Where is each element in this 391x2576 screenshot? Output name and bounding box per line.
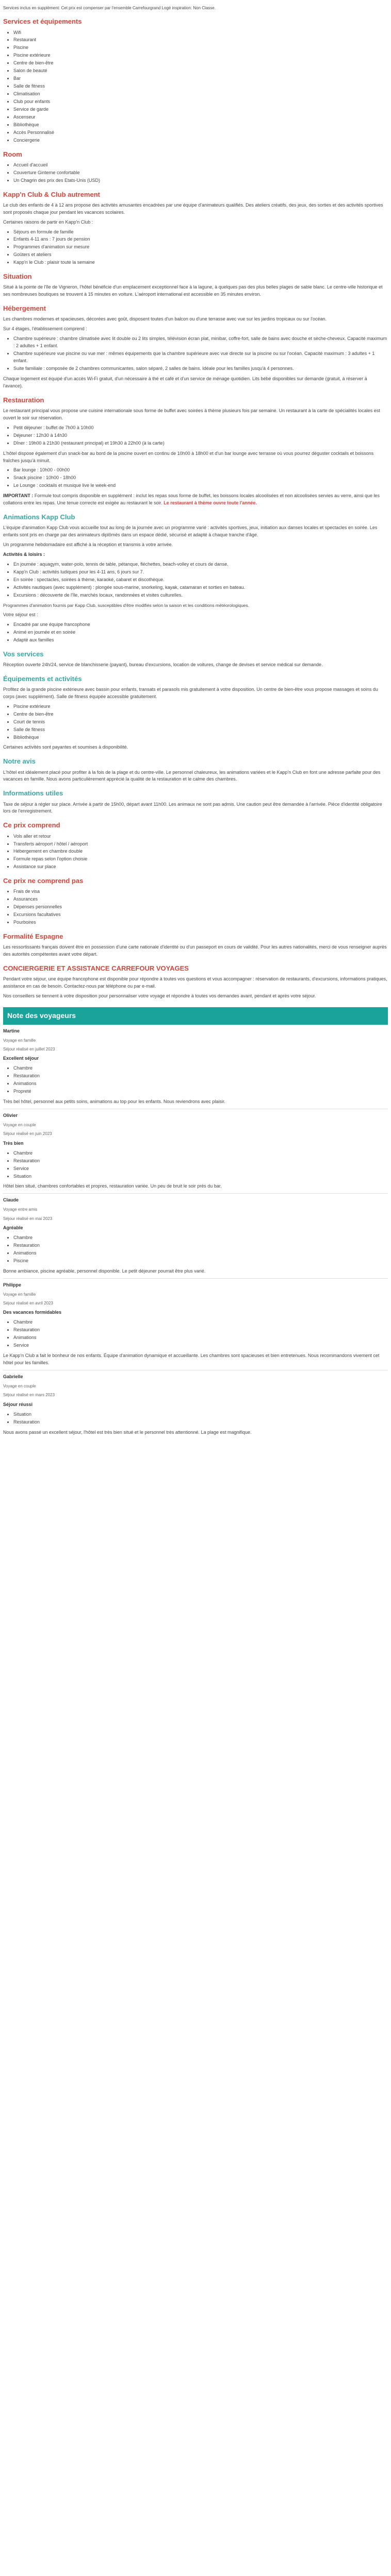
review-text: Bonne ambiance, piscine agréable, personnel disponible. Le petit déjeuner pourrait être plus varié. [3, 1268, 206, 1274]
notre-avis-title: Notre avis [3, 757, 36, 766]
bars-list [3, 467, 388, 489]
list-item: • Petit déjeuner : buffet de 7h00 à 10h00 [13, 425, 388, 432]
review-criteria [3, 1065, 388, 1095]
list-item: • Goûters et ateliers [13, 251, 388, 259]
room-title: Room [3, 150, 22, 158]
list-item: • Restauration [13, 1419, 388, 1426]
list-item: • Salle de fitness [13, 726, 388, 734]
review-date: Séjour réalisé en juin 2023 [3, 1131, 52, 1137]
informations-text: Taxe de séjour à régler sur place. Arrivée à partir de 15h00, départ avant 11h00. Les animaux ne sont pas admis. Une caution peut être demandée à l'arrivée. Pièce d'identité obligatoire lors de l'enregistrement. [3, 801, 382, 814]
list-item: • Bibliothèque [13, 122, 388, 129]
list-item: • Déjeuner : 12h30 à 14h30 [13, 432, 388, 439]
list-item: • Animations [13, 1250, 388, 1257]
review-item [3, 1197, 388, 1278]
list-item: • Excursions facultatives [13, 911, 388, 919]
divider [3, 1193, 388, 1194]
list-item: • Excursions : découverte de l'île, marchés locaux, randonnées et visites culturelles. [13, 592, 388, 599]
review-meta: Voyage en famille [3, 1292, 36, 1297]
list-item: • Accès Personnalisé [13, 129, 388, 137]
review-title: Très bien [3, 1140, 24, 1146]
list-item: • Court de tennis [13, 719, 388, 726]
important-text: Formule tout compris disponible en supplément : inclut les repas sous forme de buffet, les boissons locales alcoolisées et non alcoolisées servies au verre, ainsi que les collations entre les repas. Une tenue correcte est exigée au restaurant le soir. [3, 493, 380, 506]
review-text: Le Kapp'n Club a fait le bonheur de nos enfants. Équipe d'animation dynamique et accueillante. Les chambres sont spacieuses et bien entretenues. Nous recommandons vivement cet hôtel pour les familles. [3, 1353, 380, 1366]
list-item: • Situation [13, 1173, 388, 1180]
divider [3, 1278, 388, 1279]
reviews-list [3, 1028, 388, 1436]
list-item: • Salle de fitness [13, 83, 388, 90]
compris-title: Ce prix comprend [3, 821, 60, 829]
review-meta: Voyage en famille [3, 1038, 36, 1043]
list-item: • Service [13, 1342, 388, 1349]
restauration-title: Restauration [3, 396, 44, 404]
kidsclub-title: Kapp'n Club & Club autrement [3, 190, 100, 198]
review-name: Gabrielle [3, 1374, 23, 1380]
list-item: • Piscine [13, 1258, 388, 1265]
list-item: • Piscine [13, 44, 388, 52]
restauration-text: Le restaurant principal vous propose une cuisine internationale sous forme de buffet avec soirées à thème plusieurs fois par semaine. Un restaurant à la carte de spécialités locales est ouvert le soir sur réservation. [3, 408, 380, 420]
list-item: • Chambre [13, 1150, 388, 1157]
list-item: • Animations [13, 1080, 388, 1088]
conciergerie-title: CONCIERGERIE ET ASSISTANCE CARREFOUR VOYAGES [3, 964, 189, 973]
list-item: • Couverture Ginterne confortable [13, 170, 388, 177]
equipements-text: Profitez de la grande piscine extérieure avec bassin pour enfants, transats et parasols mis gratuitement à votre disposition. Un centre de bien-être vous propose massages et soins du corps (avec supplément). Salle de fitness équipée accessible gratuitement. [3, 686, 378, 699]
non-compris-list [3, 888, 388, 926]
reviews-banner: Note des voyageurs [3, 1007, 388, 1025]
animations-title: Animations Kapp Club [3, 513, 75, 521]
list-item: • Propreté [13, 1088, 388, 1095]
list-item: • Bar lounge : 10h00 - 00h00 [13, 467, 388, 474]
review-text: Très bel hôtel, personnel aux petits soins, animations au top pour les enfants. Nous reviendrons avec plaisir. [3, 1099, 225, 1105]
list-item: • Kapp'n Club : activités ludiques pour les 4-11 ans, 6 jours sur 7. [13, 569, 388, 576]
list-item: • Club pour enfants [13, 98, 388, 106]
list-item: • Activités nautiques (avec supplément) : plongée sous-marine, snorkeling, kayak, catamaran et sorties en bateau. [13, 584, 388, 591]
list-item: • Situation [13, 1411, 388, 1418]
list-item: • Service [13, 1165, 388, 1173]
list-item: • Séjours en formule de famille [13, 229, 388, 236]
list-item: • Chambre [13, 1065, 388, 1072]
services-title: Services et équipements [3, 18, 82, 26]
hebergement-title: Hébergement [3, 304, 46, 313]
notre-avis-text: L'hôtel est idéalement placé pour profiter à la fois de la plage et du centre-ville. Le personnel chaleureux, les animations variées et le Kapp'n Club en font une adresse parfaite pour des vacances en famille. Nous avons particulièrement apprécié la qualité de la restauration et le calme des chambres. [3, 769, 381, 782]
review-item [3, 1112, 388, 1194]
kidsclub-text: Le club des enfants de 4 à 12 ans propose des activités amusantes encadrées par une équipe d'animateurs qualifiés. Des ateliers créatifs, des jeux, des sorties et des activités sportives sont proposés chaque jour pendant les vacances scolaires. [3, 202, 383, 215]
list-item: • Chambre [13, 1319, 388, 1326]
review-date: Séjour réalisé en mai 2023 [3, 1216, 53, 1221]
hebergement-text: Les chambres modernes et spacieuses, décorées avec goût, disposent toutes d'un balcon ou d'une terrasse avec vue sur les jardins tropicaux ou sur l'océan. [3, 316, 327, 322]
kidsclub-list [3, 229, 388, 267]
animations-sub: Activités & loisirs : [3, 552, 45, 557]
list-item: • Restauration [13, 1158, 388, 1165]
list-item: • Chambre supérieure : chambre climatisée avec lit double ou 2 lits simples, télévision écran plat, minibar, coffre-fort, salle de bains avec douche et sèche-cheveux. Capacité maximum : 2 adultes + 1 enfant. [13, 335, 388, 350]
situation-text: Situé à la pointe de l'île de Vigneron, l'hôtel bénéficie d'un emplacement exceptionnel face à la lagune, à quelques pas des plus belles plages de sable blanc. Le centre-ville historique et ses nombreuses boutiques se trouvent à 15 minutes en voiture. L'aéroport international est accessible en 35 minutes environ. [3, 284, 383, 297]
list-item: • Ascenseur [13, 114, 388, 121]
conciergerie-text-2: Nos conseillers se tiennent à votre disposition pour personnaliser votre voyage et répondre à toutes vos demandes avant, pendant et après votre séjour. [3, 993, 316, 999]
review-title: Des vacances formidables [3, 1310, 62, 1315]
list-item: • Dîner : 19h00 à 21h30 (restaurant principal) et 19h30 à 22h00 (à la carte) [13, 440, 388, 447]
animations-sub-2: Votre séjour est : [3, 612, 38, 617]
vos-services-text: Réception ouverte 24h/24, service de blanchisserie (payant), bureau d'excursions, location de voitures, change de devises et service médical sur demande. [3, 662, 323, 667]
review-criteria [3, 1411, 388, 1426]
equipements-title: Équipements et activités [3, 674, 82, 683]
list-item: • Encadré par une équipe francophone [13, 621, 388, 629]
list-item: • Centre de bien-être [13, 60, 388, 67]
equipements-list [3, 703, 388, 741]
review-date: Séjour réalisé en avril 2023 [3, 1301, 53, 1306]
list-item: • Transferts aéroport / hôtel / aéroport [13, 841, 388, 848]
list-item: • Assurances [13, 896, 388, 903]
situation-title: Situation [3, 273, 32, 281]
list-item: • Restauration [13, 1073, 388, 1080]
review-meta: Voyage en couple [3, 1123, 36, 1128]
animations-text-1: L'équipe d'animation Kapp Club vous accueille tout au long de la journée avec un programme varié : activités sportives, jeux, initiation aux danses locales et spectacles en soirée. Les enfants sont pris en charge par des animateurs diplômés dans un espace dédié, sécurisé et adapté à chaque tranche d'âge. [3, 525, 378, 538]
restauration-list [3, 425, 388, 447]
review-criteria [3, 1319, 388, 1349]
list-item: • Chambre [13, 1234, 388, 1242]
list-item: • Restauration [13, 1327, 388, 1334]
list-item: • Restauration [13, 1242, 388, 1249]
list-item: • Formule repas selon l'option choisie [13, 856, 388, 863]
equipements-note: Certaines activités sont payantes et soumises à disponibilité. [3, 744, 128, 750]
list-item: • Snack piscine : 10h00 - 18h00 [13, 474, 388, 482]
review-criteria [3, 1150, 388, 1180]
list-item: • Pourboires [13, 919, 388, 926]
hebergement-note: Chaque logement est équipé d'un accès Wi-Fi gratuit, d'un nécessaire à thé et café et d'un service de ménage quotidien. Lits bébé disponibles sur demande (gratuit, à réserver à l'avance). [3, 376, 367, 388]
review-date: Séjour réalisé en mars 2023 [3, 1393, 55, 1398]
vos-services-title: Vos services [3, 650, 44, 658]
services-list [3, 29, 388, 144]
conciergerie-text: Pendant votre séjour, une équipe francophone est disponible pour répondre à toutes vos questions et vous accompagner : réservation de restaurants, d'excursions, informations pratiques, assistance en cas de besoin. Contactez-nous par téléphone ou par e-mail. [3, 976, 387, 989]
compris-list [3, 833, 388, 871]
list-item: • Vols aller et retour [13, 833, 388, 840]
formalites-text: Les ressortissants français doivent être en possession d'une carte nationale d'identité ou d'un passeport en cours de validité. Pour les autres nationalités, merci de vous renseigner auprès des autorités compétentes avant votre départ. [3, 944, 387, 957]
list-item: • Adapté aux familles [13, 637, 388, 644]
review-title: Excellent séjour [3, 1056, 39, 1061]
hebergement-sub: Sur 4 étages, l'établissement comprend : [3, 326, 87, 332]
review-name: Olivier [3, 1113, 18, 1118]
list-item: • Un Chagrin des prix des Etats-Unis (USD) [13, 177, 388, 184]
important-label: IMPORTANT : [3, 493, 34, 499]
formalites-title: Formalité Espagne [3, 933, 63, 941]
list-item: • Dépenses personnelles [13, 904, 388, 911]
review-name: Philippe [3, 1282, 22, 1287]
review-name: Martine [3, 1028, 20, 1033]
list-item: • Enfants 4-11 ans : 7 jours de pension [13, 236, 388, 243]
animations-note: Programmes d'animation fournis par Kapp Club, susceptibles d'être modifiés selon la saison et les conditions météorologiques. [3, 602, 250, 608]
review-title: Agréable [3, 1225, 23, 1231]
review-date: Séjour réalisé en juillet 2023 [3, 1047, 55, 1052]
review-item [3, 1282, 388, 1370]
list-item: • En soirée : spectacles, soirées à thème, karaoké, cabaret et discothèque. [13, 577, 388, 584]
room-list [3, 162, 388, 184]
review-text: Nous avons passé un excellent séjour, l'hôtel est très bien situé et le personnel très attentionné. La plage est magnifique. [3, 1429, 252, 1435]
list-item: • Conciergerie [13, 137, 388, 144]
list-item: • Wifi [13, 29, 388, 37]
review-meta: Voyage entre amis [3, 1207, 38, 1212]
list-item: • Le Lounge : cocktails et musique live le week-end [13, 482, 388, 489]
list-item: • Animé en journée et en soirée [13, 629, 388, 636]
list-item: • Suite familiale : composée de 2 chambres communicantes, salon séparé, 2 salles de bains. Idéale pour les familles jusqu'à 4 personnes. [13, 365, 388, 372]
list-item: • Kapp'n le Club : plaisir toute la semaine [13, 259, 388, 266]
review-meta: Voyage en couple [3, 1383, 36, 1388]
kidsclub-sub: Certaines raisons de partir en Kapp'n Club : [3, 219, 93, 225]
list-item: • Assistance sur place [13, 863, 388, 871]
list-item: • En journée : aquagym, water-polo, tennis de table, pétanque, fléchettes, beach-volley et cours de danse. [13, 561, 388, 568]
list-item: • Bar [13, 75, 388, 82]
animations-list-2 [3, 621, 388, 644]
review-text: Hôtel bien situé, chambres confortables et propres, restauration variée. Un peu de bruit le soir près du bar. [3, 1183, 222, 1189]
list-item: • Climatisation [13, 91, 388, 98]
important-notice [3, 493, 388, 507]
review-item [3, 1028, 388, 1109]
list-item: • Animations [13, 1334, 388, 1342]
hebergement-list [3, 335, 388, 372]
review-title: Séjour réussi [3, 1401, 33, 1407]
list-item: • Programmes d'animation sur mesure [13, 244, 388, 251]
list-item: • Frais de visa [13, 888, 388, 895]
informations-title: Informations utiles [3, 789, 63, 798]
list-item: • Restaurant [13, 37, 388, 44]
list-item: • Accueil d'accueil [13, 162, 388, 169]
non-compris-title: Ce prix ne comprend pas [3, 877, 84, 885]
list-item: • Service de garde [13, 106, 388, 113]
list-item: • Chambre supérieure vue piscine ou vue mer : mêmes équipements que la chambre supérieure avec vue directe sur la piscine ou sur l'océan. Capacité maximum : 3 adultes + 1 enfant. [13, 350, 388, 365]
list-item: • Salon de beauté [13, 67, 388, 75]
restauration-note: L'hôtel dispose également d'un snack-bar au bord de la piscine ouvert en continu de 10h00 à 18h00 et d'un bar lounge avec terrasse où vous pourrez déguster cocktails et boissons fraîches jusqu'à minuit. [3, 450, 374, 463]
review-item [3, 1374, 388, 1436]
list-item: • Piscine extérieure [13, 52, 388, 59]
list-item: • Bibliothèque [13, 734, 388, 741]
animations-list [3, 561, 388, 599]
list-item: • Piscine extérieure [13, 703, 388, 710]
services-intro: Services inclus en supplément: Cet prix est compenser par l'ensemble Carrefourgrand Logé inspiration: Non Classe. [3, 6, 216, 10]
review-criteria [3, 1234, 388, 1265]
review-name: Claude [3, 1197, 19, 1203]
animations-text-2: Un programme hebdomadaire est affiché à la réception et transmis à votre arrivée. [3, 542, 173, 548]
list-item: • Centre de bien-être [13, 711, 388, 718]
important-highlight: Le restaurant à thème ouvre toute l'année. [164, 500, 257, 506]
list-item: • Hébergement en chambre double [13, 848, 388, 855]
